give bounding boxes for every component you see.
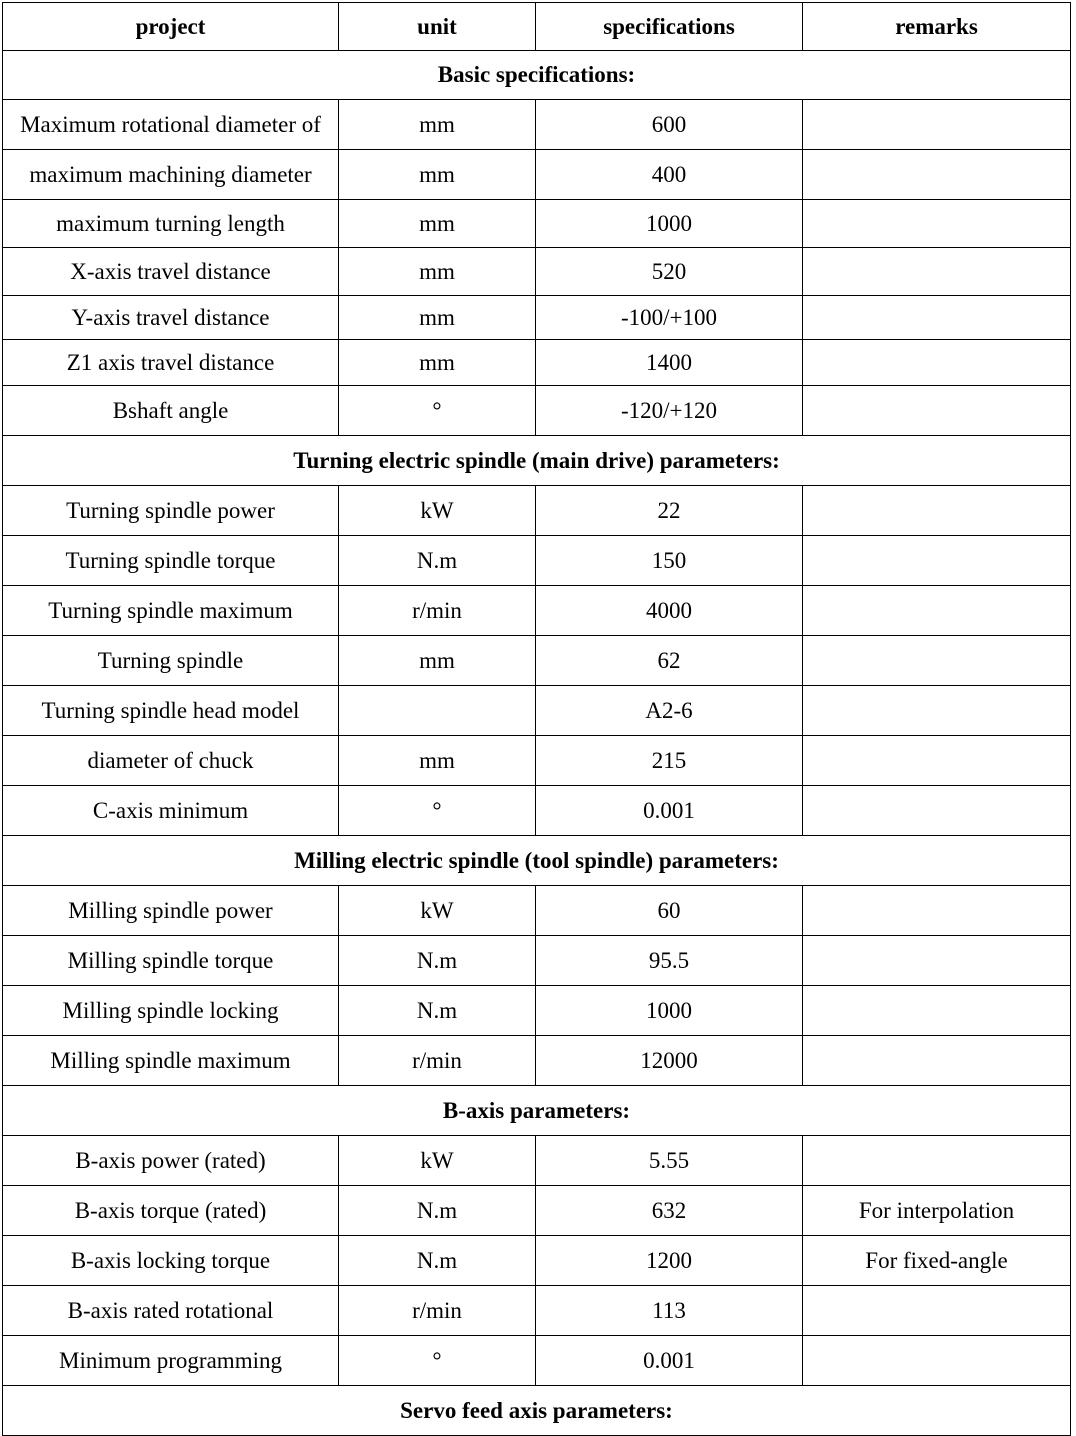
section-row (3, 51, 1071, 100)
cell-specifications: 0.001 (536, 786, 803, 836)
cell-remarks (803, 1336, 1071, 1386)
cell-unit: kW (339, 886, 536, 936)
cell-unit: mm (339, 340, 536, 386)
table-row (3, 1036, 1071, 1086)
table-row (3, 1336, 1071, 1386)
section-row (3, 1086, 1071, 1136)
cell-specifications: 150 (536, 536, 803, 586)
cell-project: maximum turning length (3, 200, 339, 248)
cell-specifications: -120/+120 (536, 386, 803, 436)
table-row (3, 1286, 1071, 1336)
cell-project: Y-axis travel distance (3, 296, 339, 340)
cell-unit: N.m (339, 1236, 536, 1286)
cell-remarks (803, 200, 1071, 248)
cell-project: Z1 axis travel distance (3, 340, 339, 386)
cell-specifications: -100/+100 (536, 296, 803, 340)
cell-unit: mm (339, 150, 536, 200)
cell-unit: mm (339, 636, 536, 686)
cell-remarks (803, 586, 1071, 636)
cell-remarks (803, 150, 1071, 200)
cell-project: B-axis rated rotational (3, 1286, 339, 1336)
cell-unit: mm (339, 100, 536, 150)
table-row (3, 1136, 1071, 1186)
cell-project: Bshaft angle (3, 386, 339, 436)
section-row (3, 1386, 1071, 1436)
cell-specifications: 215 (536, 736, 803, 786)
cell-remarks (803, 636, 1071, 686)
cell-unit: mm (339, 296, 536, 340)
cell-specifications: 400 (536, 150, 803, 200)
cell-specifications: 1000 (536, 200, 803, 248)
table-row (3, 150, 1071, 200)
cell-project: Milling spindle maximum (3, 1036, 339, 1086)
table-row (3, 296, 1071, 340)
cell-specifications: 1400 (536, 340, 803, 386)
cell-project: Turning spindle power (3, 486, 339, 536)
cell-remarks (803, 486, 1071, 536)
cell-remarks: For fixed-angle (803, 1236, 1071, 1286)
table-row (3, 200, 1071, 248)
cell-remarks (803, 1036, 1071, 1086)
cell-project: diameter of chuck (3, 736, 339, 786)
cell-specifications: 1000 (536, 986, 803, 1036)
table-row (3, 686, 1071, 736)
cell-project: C-axis minimum (3, 786, 339, 836)
cell-unit: ° (339, 386, 536, 436)
section-heading: Turning electric spindle (main drive) parameters: (3, 436, 1071, 486)
table-row (3, 636, 1071, 686)
cell-unit: mm (339, 736, 536, 786)
cell-remarks (803, 736, 1071, 786)
cell-specifications: 12000 (536, 1036, 803, 1086)
table-row (3, 1186, 1071, 1236)
cell-remarks (803, 786, 1071, 836)
cell-remarks (803, 340, 1071, 386)
header-project: project (3, 3, 339, 51)
cell-unit: kW (339, 486, 536, 536)
table-row (3, 386, 1071, 436)
cell-remarks (803, 1286, 1071, 1336)
table-body (3, 51, 1071, 1436)
cell-specifications: 22 (536, 486, 803, 536)
cell-project: Turning spindle (3, 636, 339, 686)
table-row (3, 536, 1071, 586)
cell-project: maximum machining diameter (3, 150, 339, 200)
cell-specifications: 60 (536, 886, 803, 936)
table-row (3, 586, 1071, 636)
cell-project: B-axis torque (rated) (3, 1186, 339, 1236)
cell-unit: N.m (339, 1186, 536, 1236)
cell-project: Minimum programming (3, 1336, 339, 1386)
cell-remarks (803, 936, 1071, 986)
section-heading: Servo feed axis parameters: (3, 1386, 1071, 1436)
cell-unit: mm (339, 200, 536, 248)
cell-specifications: 5.55 (536, 1136, 803, 1186)
table-row (3, 986, 1071, 1036)
cell-project: Maximum rotational diameter of (3, 100, 339, 150)
cell-unit: mm (339, 248, 536, 296)
cell-unit: r/min (339, 1286, 536, 1336)
cell-specifications: 113 (536, 1286, 803, 1336)
cell-specifications: 1200 (536, 1236, 803, 1286)
cell-unit: ° (339, 786, 536, 836)
cell-remarks: For interpolation (803, 1186, 1071, 1236)
table-row (3, 340, 1071, 386)
cell-remarks (803, 686, 1071, 736)
cell-project: Turning spindle torque (3, 536, 339, 586)
section-heading: Basic specifications: (3, 51, 1071, 100)
cell-specifications: 62 (536, 636, 803, 686)
table-row (3, 248, 1071, 296)
section-row (3, 836, 1071, 886)
cell-remarks (803, 248, 1071, 296)
cell-project: Turning spindle head model (3, 686, 339, 736)
header-remarks: remarks (803, 3, 1071, 51)
table-row (3, 936, 1071, 986)
cell-unit: kW (339, 1136, 536, 1186)
cell-unit: N.m (339, 936, 536, 986)
cell-project: Milling spindle locking (3, 986, 339, 1036)
cell-remarks (803, 986, 1071, 1036)
section-heading: Milling electric spindle (tool spindle) parameters: (3, 836, 1071, 886)
table-row (3, 100, 1071, 150)
table-row (3, 786, 1071, 836)
cell-remarks (803, 296, 1071, 340)
cell-specifications: 600 (536, 100, 803, 150)
cell-project: Milling spindle torque (3, 936, 339, 986)
spec-table (2, 2, 1071, 1436)
cell-project: X-axis travel distance (3, 248, 339, 296)
cell-remarks (803, 1136, 1071, 1186)
table-row (3, 736, 1071, 786)
cell-specifications: 4000 (536, 586, 803, 636)
header-unit: unit (339, 3, 536, 51)
cell-remarks (803, 100, 1071, 150)
cell-project: Milling spindle power (3, 886, 339, 936)
cell-unit: r/min (339, 586, 536, 636)
section-row (3, 436, 1071, 486)
cell-project: Turning spindle maximum (3, 586, 339, 636)
cell-project: B-axis power (rated) (3, 1136, 339, 1186)
cell-project: B-axis locking torque (3, 1236, 339, 1286)
cell-specifications: 520 (536, 248, 803, 296)
cell-unit: ° (339, 1336, 536, 1386)
cell-remarks (803, 536, 1071, 586)
cell-specifications: 0.001 (536, 1336, 803, 1386)
header-specifications: specifications (536, 3, 803, 51)
table-row (3, 1236, 1071, 1286)
table-row (3, 886, 1071, 936)
cell-remarks (803, 886, 1071, 936)
table-row (3, 486, 1071, 536)
cell-specifications: 95.5 (536, 936, 803, 986)
cell-specifications: 632 (536, 1186, 803, 1236)
cell-unit (339, 686, 536, 736)
header-row (3, 3, 1071, 51)
cell-remarks (803, 386, 1071, 436)
cell-unit: N.m (339, 986, 536, 1036)
cell-specifications: A2-6 (536, 686, 803, 736)
cell-unit: r/min (339, 1036, 536, 1086)
cell-unit: N.m (339, 536, 536, 586)
section-heading: B-axis parameters: (3, 1086, 1071, 1136)
